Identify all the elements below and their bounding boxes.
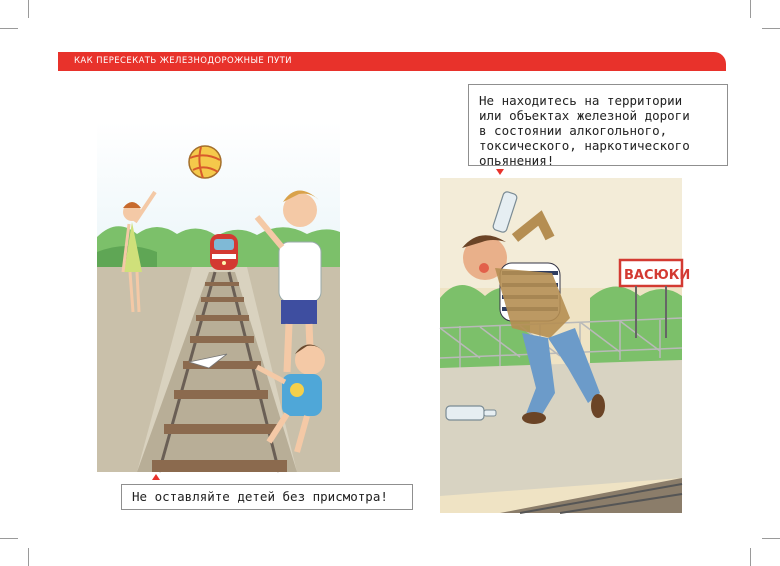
caption-line: Не находитесь на территории (479, 93, 683, 108)
crop-mark (762, 28, 780, 29)
crop-mark (0, 28, 18, 29)
crop-mark (28, 548, 29, 566)
section-header-band (58, 52, 726, 71)
caption-line: в состоянии алкогольного, (479, 123, 668, 138)
crop-mark (750, 548, 751, 566)
section-title: КАК ПЕРЕСЕКАТЬ ЖЕЛЕЗНОДОРОЖНЫЕ ПУТИ (74, 56, 292, 66)
crop-mark (0, 538, 18, 539)
caption-left: Не оставляйте детей без присмотра! (121, 484, 413, 510)
caption-right (468, 84, 728, 166)
caption-line: токсического, наркотического (479, 138, 690, 153)
caption-line: опьянения! (479, 153, 555, 168)
station-sign-text: ВАСЮКИ (624, 268, 691, 283)
crop-mark (750, 0, 751, 18)
illustration-drunk-man-on-platform (440, 178, 691, 513)
crop-mark (28, 0, 29, 18)
crop-mark (762, 538, 780, 539)
caption-pointer-icon (496, 169, 504, 175)
caption-pointer-icon (152, 474, 160, 480)
illustration-children-on-tracks (97, 122, 340, 472)
caption-line: или объектах железной дороги (479, 108, 690, 123)
